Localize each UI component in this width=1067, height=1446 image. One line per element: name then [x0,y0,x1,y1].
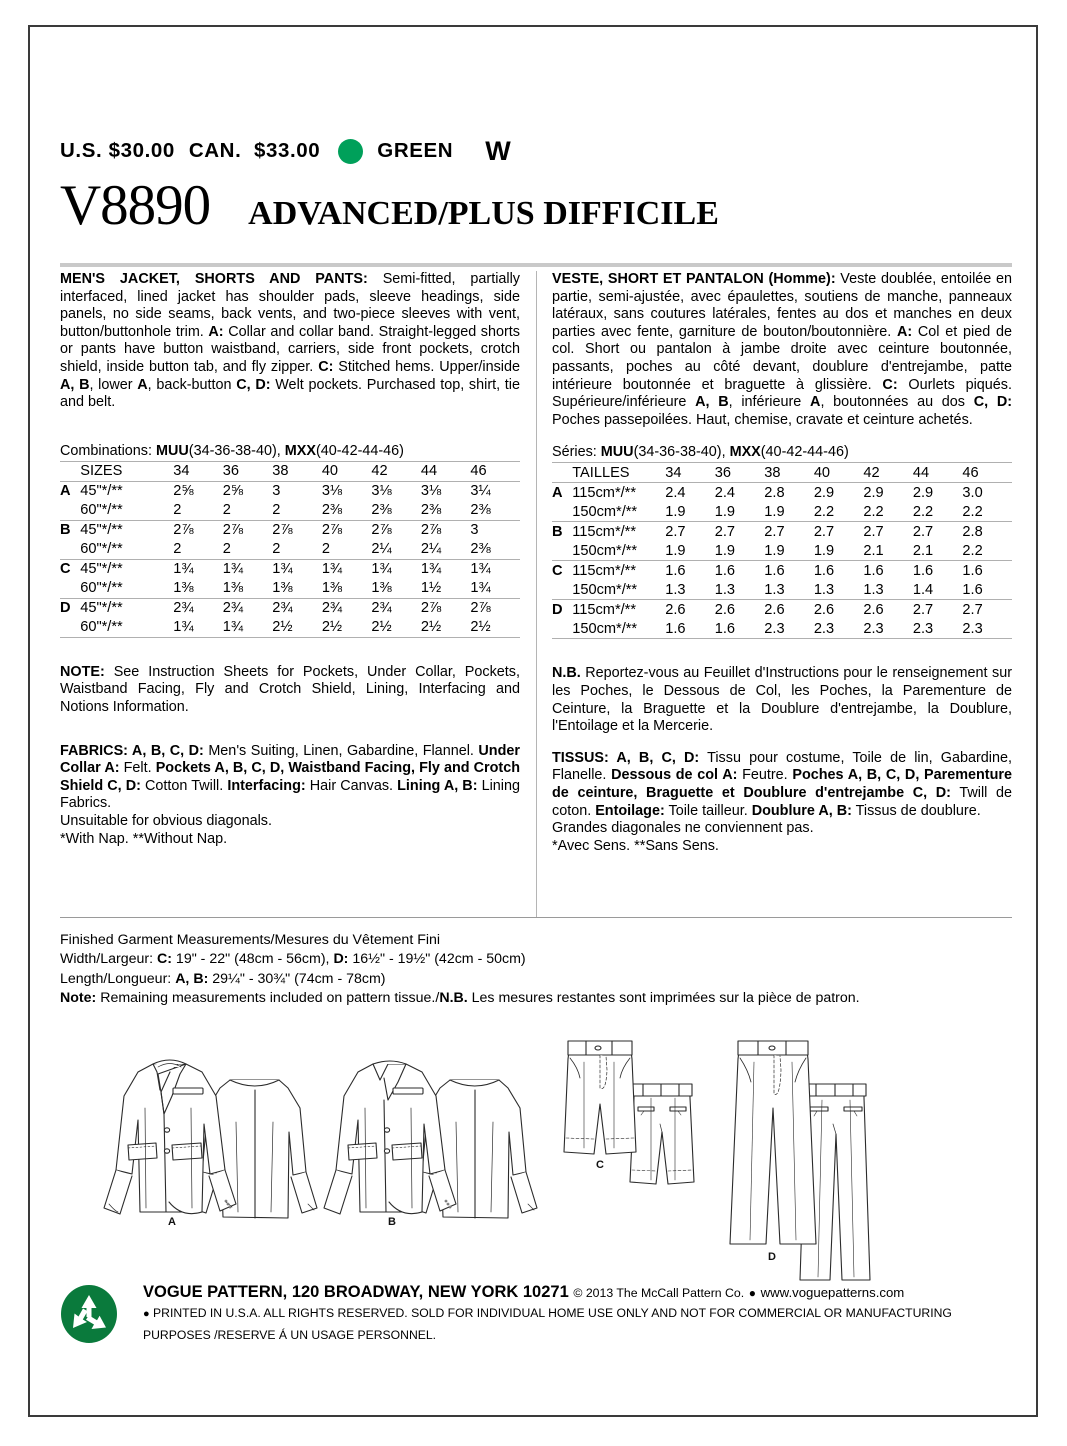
note-fr: N.B. Reportez-vous au Feuillet d'Instructions pour le renseignement sur les Poches, le Dessous de Col, les Poches, la Parementure de Ceinture, la Braguette et la Doublure d'entrejambe, la Doublure, l'Entoilage et la Mercerie. [552,665,1012,735]
table-row: D 45"*/** 2¾ 2¾ 2¾ 2¾ 2¾ 2⅞ 2⅞ [60,598,520,618]
table-row: B 45"*/** 2⅞ 2⅞ 2⅞ 2⅞ 2⅞ 2⅞ 3 [60,520,520,540]
illustration-label-b: B [388,1216,396,1228]
size-col: 42 [863,463,913,483]
difficulty-level: ADVANCED/PLUS DIFFICILE [248,195,719,232]
combinations-fr: Séries: MUU(34-36-38-40), MXX(40-42-44-46) [552,444,849,461]
two-column-body [60,271,1012,917]
size-col: 42 [371,461,421,481]
english-column [60,271,520,917]
body-divider [60,917,1012,918]
footer-company-line [143,1282,1023,1303]
legal-bullet: ● [143,1308,150,1320]
table-row: A 45"*/** 2⅝ 2⅝ 3 3⅛ 3⅛ 3⅛ 3¼ [60,483,491,500]
finished-title: Finished Garment Measurements/Mesures du Vêtement Fini [60,932,441,948]
table-row: C 45"*/** 1¾ 1¾ 1¾ 1¾ 1¾ 1¾ 1¾ [60,559,520,579]
table-row: 150cm*/** 1.9 1.9 1.9 1.9 2.1 2.1 2.2 [572,542,983,559]
price-row [60,137,511,165]
size-col: 38 [272,461,322,481]
size-col: 38 [764,463,814,483]
finished-measurements [60,931,1012,1009]
table-header-row [552,463,1012,483]
fabrics-fr-unsuitable: Grandes diagonales ne conviennent pas. [552,820,814,837]
table-row: 150cm*/** 1.9 1.9 1.9 2.2 2.2 2.2 2.2 [572,503,983,520]
content-area [60,27,1012,1415]
illustration-label-a: A [168,1216,176,1228]
table-row: A 115cm*/** 2.4 2.4 2.8 2.9 2.9 2.9 3.0 [552,484,983,501]
pattern-envelope-back [28,25,1038,1417]
table-row: 60"*/** 2 2 2 2⅜ 2⅜ 2⅜ 2⅜ [80,502,491,519]
column-divider [536,271,537,917]
table-row: 60"*/** 1⅜ 1⅜ 1⅜ 1⅜ 1⅜ 1½ 1¾ [80,580,491,597]
price-us: U.S. $30.00 [60,139,175,162]
yardage-table-en [60,461,520,638]
sizes-label-fr: TAILLES [572,463,665,483]
size-col: 36 [715,463,765,483]
yardage-table-fr [552,462,1012,639]
header-divider [60,263,1012,267]
website-url[interactable]: www.voguepatterns.com [760,1285,905,1300]
color-swatch-icon [338,139,363,164]
separator-bullet: ● [748,1286,757,1300]
size-col: 40 [322,461,372,481]
title-row [60,174,719,237]
illustration-label-c: C [596,1159,604,1171]
illustration-pants-d [730,1041,870,1280]
size-col: 34 [173,461,223,481]
fabrics-fr-nap: *Avec Sens. **Sans Sens. [552,837,719,854]
illustration-jacket-b [324,1061,537,1228]
legal-text-1: PRINTED IN U.S.A. ALL RIGHTS RESERVED. SOLD FOR INDIVIDUAL HOME USE ONLY AND NOT FOR COMMERCIAL OR MANUFACTURING [153,1306,952,1320]
pattern-number: V8890 [60,174,211,237]
description-en-title: MEN'S JACKET, SHORTS AND PANTS: [60,271,368,287]
fabrics-en-nap: *With Nap. **Without Nap. [60,830,228,847]
table-row: B 115cm*/** 2.7 2.7 2.7 2.7 2.7 2.7 2.8 [552,522,1012,542]
french-column [552,271,1012,917]
fabrics-en-unsuitable: Unsuitable for obvious diagonals. [60,812,272,829]
description-en: MEN'S JACKET, SHORTS AND PANTS: Semi-fitted, partially interfaced, lined jacket has shoulder pads, sleeve headings, side panels, no side seams, back vents, and two-piece sleeves with vent, button/buttonhole trim. A: Collar and collar band. Straight-legged shorts or pants have button waistband, carriers, side front pockets, crotch shield, inside button tab, and fly zipper. C: Stitched hems. Upper/inside A, B, lower A, back-button C, D: Welt pockets. Purchased top, shirt, tie and belt. [60,271,520,411]
size-col: 44 [913,463,963,483]
table-row: 150cm*/** 1.3 1.3 1.3 1.3 1.3 1.4 1.6 [572,581,983,598]
price-can: CAN. $33.00 [188,139,321,162]
size-code: W [485,135,511,166]
table-row: 60"*/** 1¾ 1¾ 2½ 2½ 2½ 2½ 2½ [60,618,520,638]
size-col: 46 [962,463,1012,483]
footer-text [143,1282,1023,1346]
table-header-row [60,461,520,481]
description-fr: VESTE, SHORT ET PANTALON (Homme): Veste doublée, entoilée en partie, semi-ajustée, avec épaulettes, soutiens de manche, panneaux latéraux, sans coutures latérales, fentes au dos et manches en deux parties avec fente, garniture de bouton/boutonnière. A: Col et pied de col. Short ou pantalon à jambe droite avec ceinture boutonnée, passants, poches au côté devant, doublure d'entrejambe, patte intérieure boutonnée et braguette à glissière. C: Ourlets piqués. Supérieure/inférieure A, B, inférieure A, boutonnées au dos C, D: Poches passepoilées. Haut, chemise, cravate et ceinture achetés. [552,271,1013,428]
copyright: © 2013 The McCall Pattern Co. [573,1286,745,1300]
footer-legal-line-1 [143,1303,1023,1325]
table-row: D 115cm*/** 2.6 2.6 2.6 2.6 2.6 2.7 2.7 [552,600,1012,620]
company-address: VOGUE PATTERN, 120 BROADWAY, NEW YORK 10271 [143,1283,569,1301]
finished-width: Width/Largeur: C: 19" - 22" (48cm - 56cm), D: 16½" - 19½" (42cm - 50cm) [60,951,526,968]
sizes-label-en: SIZES [80,461,173,481]
illustration-jacket-a [104,1060,317,1228]
table-row: 60"*/** 2 2 2 2 2¼ 2¼ 2⅜ [80,541,491,558]
size-col: 36 [223,461,273,481]
recycle-icon [59,1284,119,1344]
illustration-shorts-c [564,1041,694,1184]
finished-note: Note: Remaining measurements included on pattern tissue./N.B. Les mesures restantes sont imprimées sur la pièce de patron. [60,990,860,1007]
footer-legal-line-2: PURPOSES /RESERVE Á UN USAGE PERSONNEL. [143,1328,437,1342]
size-col: 44 [421,461,471,481]
footer [59,1282,1019,1392]
size-col: 34 [665,463,715,483]
finished-length: Length/Longueur: A, B: 29¼" - 30¾" (74cm - 78cm) [60,970,386,987]
illustration-label-d: D [768,1251,776,1263]
combinations-en: Combinations: MUU(34-36-38-40), MXX(40-42-44-46) [60,442,404,459]
size-col: 40 [814,463,864,483]
table-row: 150cm*/** 1.6 1.6 2.3 2.3 2.3 2.3 2.3 [552,619,1012,639]
table-row: C 115cm*/** 1.6 1.6 1.6 1.6 1.6 1.6 1.6 [552,561,1012,581]
color-name: GREEN [377,139,454,162]
description-fr-title: VESTE, SHORT ET PANTALON (Homme): [552,271,836,287]
technical-drawings-svg [60,1012,1012,1292]
note-en: NOTE: See Instruction Sheets for Pockets, Under Collar, Pockets, Waistband Facing, Fly and Crotch Shield, Lining, Interfacing and Notions Information. [60,663,520,715]
fabrics-en: FABRICS: A, B, C, D: Men's Suiting, Linen, Gabardine, Flannel. Under Collar A: Felt. Pockets A, B, C, D, Waistband Facing, Fly and Crotch Shield C, D: Cotton Twill. Interfacing: Hair Canvas. Lining A, B: Lining Fabrics. [60,742,521,812]
size-col: 46 [470,461,520,481]
fabrics-fr: TISSUS: A, B, C, D: Tissu pour costume, Toile de lin, Gabardine, Flanelle. Dessous de col A: Feutre. Poches A, B, C, D, Parementure de ceinture, Braguette et Doublure d'entrejambe C, D: Twill de coton. Entoilage: Toile tailleur. Doublure A, B: Tissus de doublure. [552,749,1012,819]
garment-illustrations [60,1012,1012,1292]
